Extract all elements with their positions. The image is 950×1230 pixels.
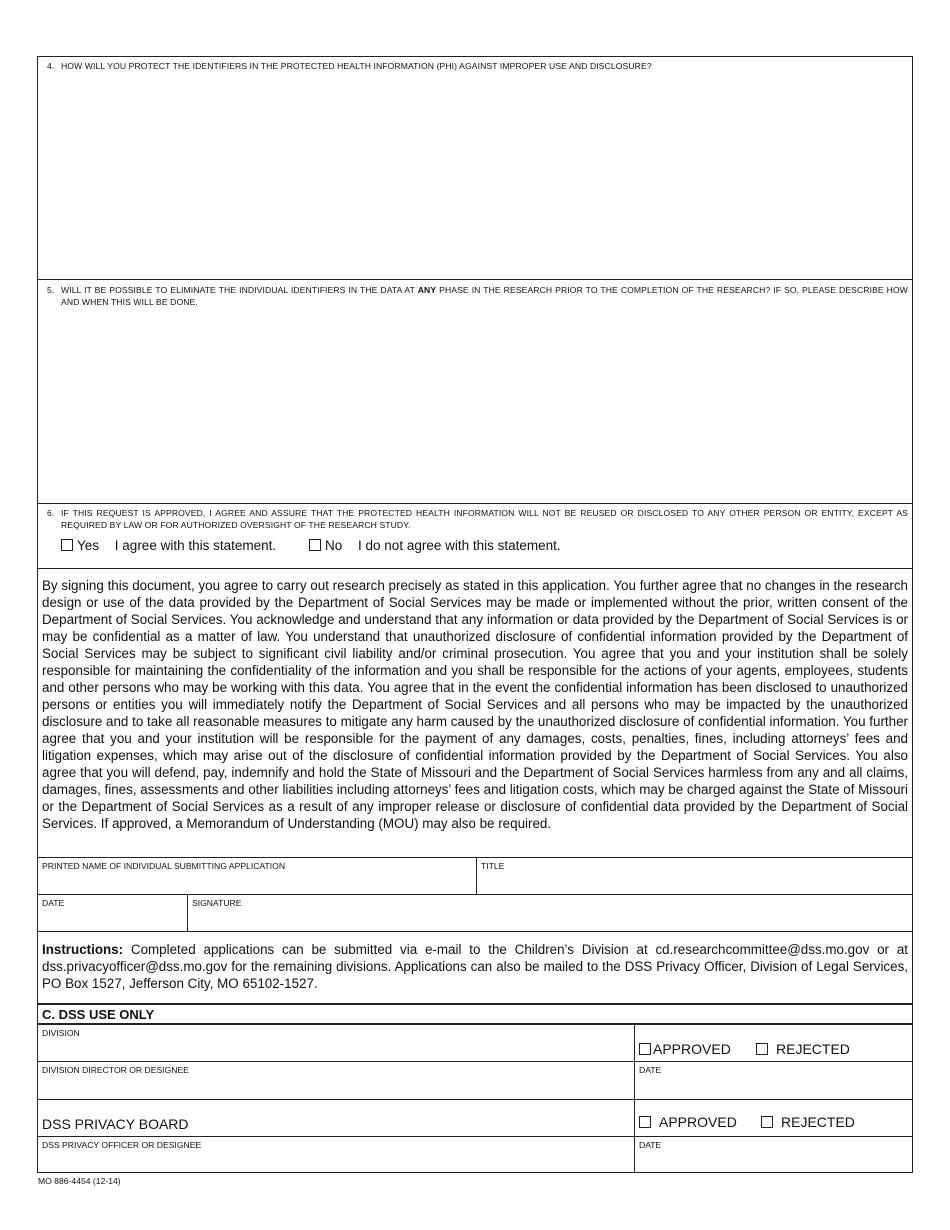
director-date-label: DATE — [639, 1065, 662, 1075]
question-6-text: IF THIS REQUEST IS APPROVED, I AGREE AND ASSURE THAT THE PROTECTED HEALTH INFORMATION WILL NOT BE REUSED OR DISCLOSED TO ANY OTHER PERSON OR ENTITY, EXCEPT AS REQUIRED BY LAW OR FOR AUTHORIZED OVERSIGHT OF THE RESEARCH STUDY. — [61, 508, 908, 530]
question-6-section — [38, 504, 912, 569]
divider — [634, 1100, 635, 1136]
divider — [476, 858, 477, 894]
title-field[interactable] — [478, 872, 912, 894]
rejected-checkbox[interactable] — [756, 1043, 768, 1055]
board-rejected-label: REJECTED — [781, 1114, 855, 1130]
title-label: TITLE — [481, 861, 505, 871]
division-director-row — [38, 1062, 912, 1100]
no-label: No — [325, 538, 343, 553]
yes-option[interactable] — [61, 538, 276, 553]
instructions-heading: Instructions: — [42, 942, 124, 957]
question-6-number: 6. — [47, 508, 55, 518]
date-field[interactable] — [38, 909, 186, 931]
divider — [634, 1062, 635, 1099]
director-label: DIVISION DIRECTOR OR DESIGNEE — [42, 1065, 189, 1075]
no-statement: I do not agree with this statement. — [358, 538, 561, 553]
instructions-section — [38, 932, 912, 1005]
question-5-section[interactable] — [38, 280, 912, 504]
form-frame — [37, 56, 913, 1173]
no-checkbox[interactable] — [309, 539, 321, 551]
yes-label: Yes — [77, 538, 100, 553]
form-number: MO 886-4454 (12-14) — [38, 1176, 121, 1186]
yes-checkbox[interactable] — [61, 539, 73, 551]
agreement-paragraph: By signing this document, you agree to carry out research precisely as stated in this application. You further agree that no changes in the research design or use of the data provided by the Department of Social Services may be made or implemented without the prior, written consent of the Department of Social Services. You acknowledge and understand that any information or data provided by the Department of Social Services is or may be confidential as a matter of law. You understand that unauthorized disclosure of confidential information provided by the Department of Social Services may be subject to significant civil liability and/or criminal prosecution. You agree that you and your institution shall be solely responsible for maintaining the confidentiality of the information and you shall be responsible for the actions of your agents, employees, students and other persons who may be working with this data. You agree that in the event the confidential information has been disclosed to unauthorized persons or entities you will immediately notify the Department of Social Services and all persons who may be impacted by the unauthorized disclosure and to take all reasonable measures to mitigate any harm caused by the unauthorized disclosure of confidential information. You further agree that you and your institution will be responsible for the payment of any damages, costs, penalties, fines, including attorneys’ fees and litigation expenses, which may arise out of the disclosure of confidential information provided by the Department of Social Services. You also agree that you will defend, pay, indemnify and hold the State of Missouri and the Department of Social Services harmless from any and all claims, damages, fines, assessments and other liabilities including attorneys’ fees and litigation costs, which may be charged against the State of Missouri or the Department of Social Services as a result of any improper release or disclosure of confidential data provided by the Department of Social Services. If approved, a Memorandum of Understanding (MOU) may also be required. — [38, 569, 912, 858]
privacy-officer-label: DSS PRIVACY OFFICER OR DESIGNEE — [42, 1140, 202, 1150]
printed-name-field[interactable] — [38, 872, 475, 894]
question-4-number: 4. — [47, 61, 55, 71]
divider — [634, 1025, 635, 1061]
question-4-section[interactable] — [38, 57, 912, 280]
board-approved-label: APPROVED — [659, 1114, 737, 1130]
question-5-emphasis: ANY — [417, 285, 437, 295]
privacy-officer-date-label: DATE — [639, 1140, 662, 1150]
question-5-text — [61, 284, 908, 308]
question-5-text-after: PHASE IN THE RESEARCH PRIOR TO THE COMPLETION OF THE RESEARCH? IF SO, PLEASE DESCRIBE HOW AND WHEN THIS WILL BE DONE. — [61, 285, 908, 307]
question-4-text: HOW WILL YOU PROTECT THE IDENTIFIERS IN THE PROTECTED HEALTH INFORMATION (PHI) AGAINST IMPROPER USE AND DISCLOSURE? — [61, 61, 652, 71]
instructions-text: Completed applications can be submitted via e-mail to the Children’s Division at cd.researchcommittee@dss.mo.gov or at dss.privacyofficer@dss.mo.gov for the remaining divisions. Applications can also be mailed to the DSS Privacy Officer, Division of Legal Services, PO Box 1527, Jefferson City, MO 65102-1527. — [42, 942, 908, 991]
divider — [634, 1137, 635, 1173]
privacy-officer-row — [38, 1137, 912, 1173]
board-rejected-option[interactable] — [761, 1114, 855, 1130]
division-label: DIVISION — [42, 1028, 80, 1038]
privacy-board-label: DSS PRIVACY BOARD — [42, 1116, 189, 1132]
division-row — [38, 1025, 912, 1062]
approved-checkbox[interactable] — [639, 1043, 651, 1055]
signature-label: SIGNATURE — [192, 898, 242, 908]
board-rejected-checkbox[interactable] — [761, 1116, 773, 1128]
yes-statement: I agree with this statement. — [114, 538, 277, 553]
signature-field[interactable] — [189, 909, 912, 931]
rejected-label: REJECTED — [776, 1041, 850, 1057]
privacy-board-row — [38, 1100, 912, 1137]
approved-label: APPROVED — [653, 1041, 731, 1057]
dss-use-only-heading: C. DSS USE ONLY — [38, 1005, 912, 1025]
board-approved-option[interactable] — [639, 1114, 737, 1130]
approved-option[interactable] — [639, 1041, 731, 1057]
printed-name-label: PRINTED NAME OF INDIVIDUAL SUBMITTING APPLICATION — [42, 861, 286, 871]
divider — [187, 895, 188, 931]
no-option[interactable] — [309, 538, 561, 553]
question-5-number: 5. — [47, 285, 55, 295]
date-signature-row — [38, 895, 912, 932]
printed-name-row — [38, 858, 912, 895]
date-label: DATE — [42, 898, 65, 908]
question-5-text-before: WILL IT BE POSSIBLE TO ELIMINATE THE INDIVIDUAL IDENTIFIERS IN THE DATA AT — [61, 285, 418, 295]
rejected-option[interactable] — [756, 1041, 850, 1057]
board-approved-checkbox[interactable] — [639, 1116, 651, 1128]
